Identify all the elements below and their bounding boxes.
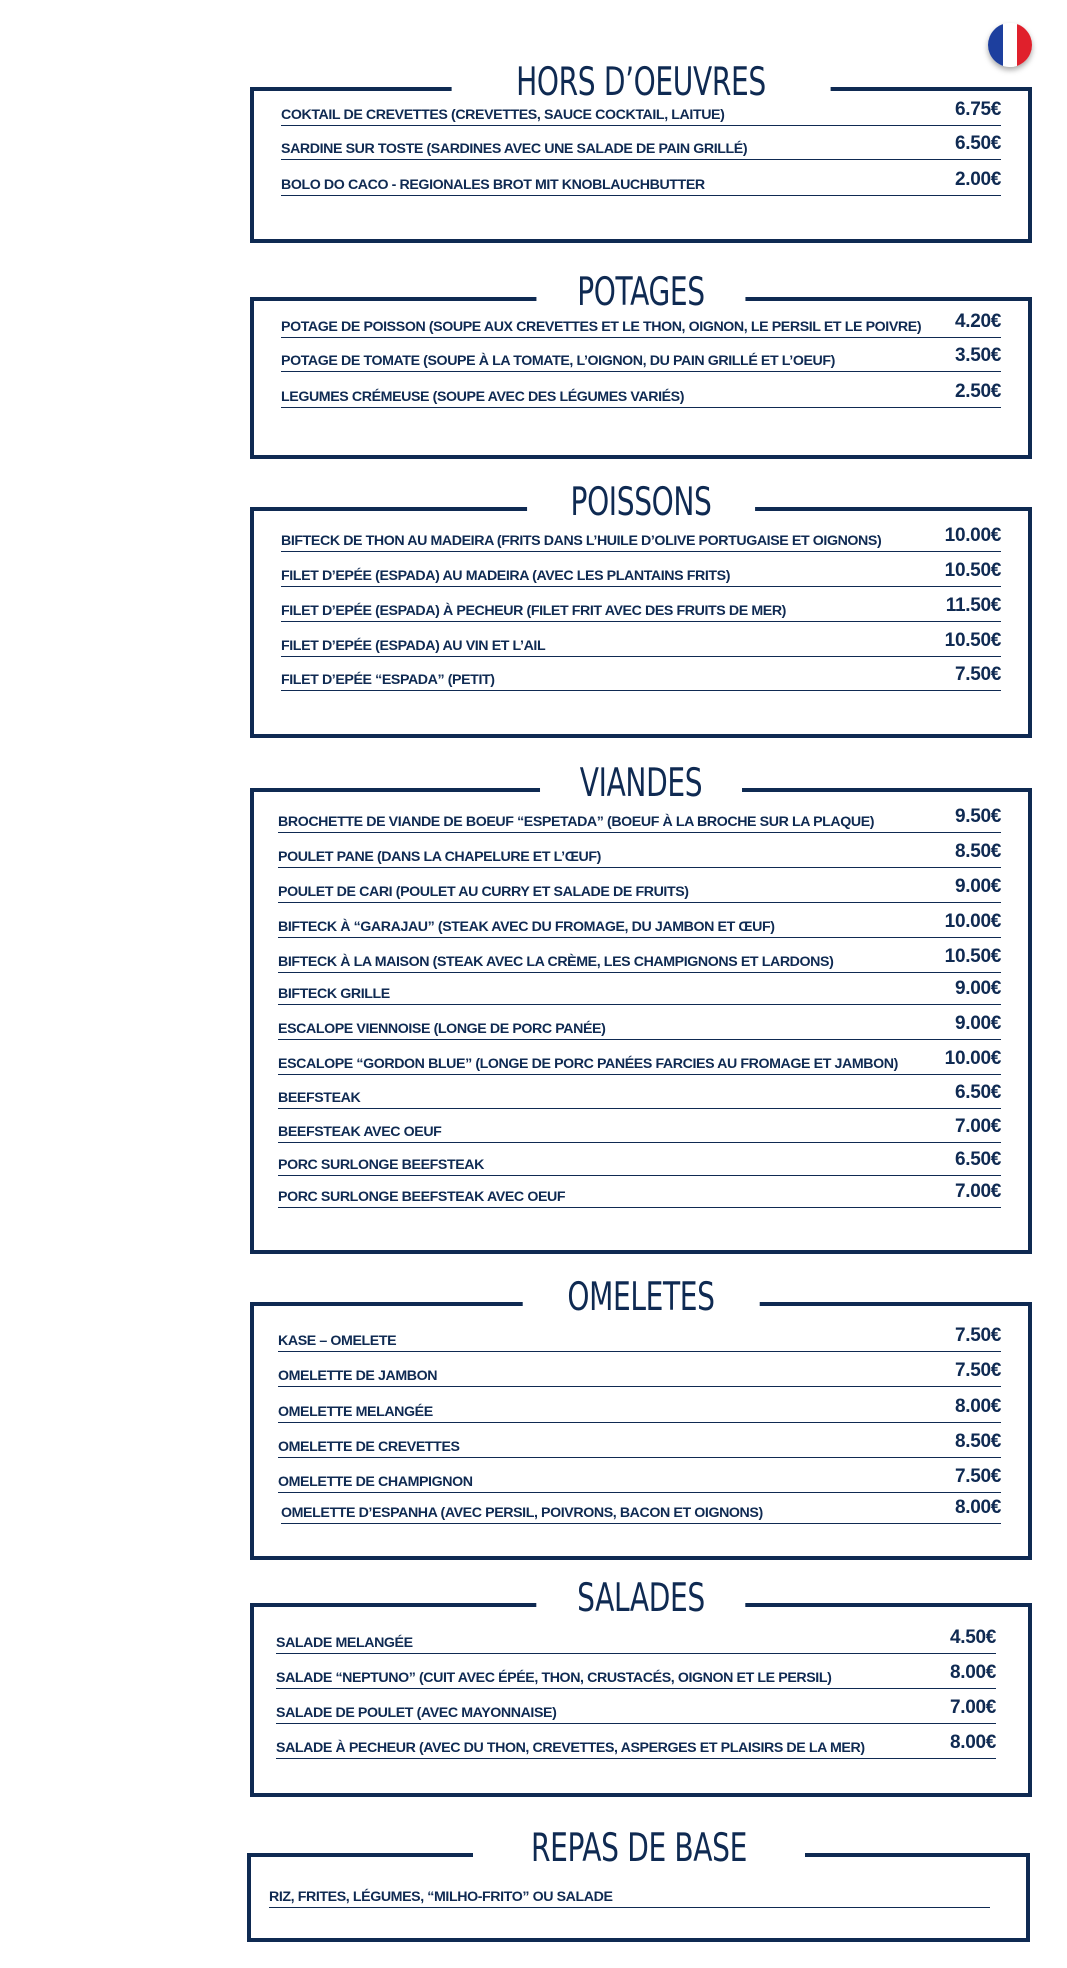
item-name: BIFTECK À LA MAISON (STEAK AVEC LA CRÈME, LES CHAMPIGNONS ET LARDONS) — [278, 954, 834, 970]
item-name: POTAGE DE POISSON (SOUPE AUX CREVETTES ET LE THON, OIGNON, LE PERSIL ET LE POIVRE) — [281, 319, 922, 335]
menu-item — [281, 628, 1001, 657]
menu-item — [278, 1358, 1001, 1387]
flag-stripe-red — [1017, 23, 1032, 67]
item-name: BROCHETTE DE VIANDE DE BOEUF “ESPETADA” (BOEUF À LA BROCHE SUR LA PLAQUE) — [278, 814, 875, 830]
item-name: OMELETTE D’ESPANHA (AVEC PERSIL, POIVRONS, BACON ET OIGNONS) — [281, 1505, 763, 1521]
section-title: VIANDES — [540, 759, 742, 809]
section-potages — [250, 270, 1032, 459]
item-name: POULET DE CARI (POULET AU CURRY ET SALADE DE FRUITS) — [278, 884, 689, 900]
item-name: BEEFSTEAK AVEC OEUF — [278, 1124, 442, 1140]
flag-stripe-blue — [988, 23, 1003, 67]
item-price: 10.00€ — [944, 525, 1001, 546]
menu-item — [281, 593, 1001, 622]
item-price: 8.00€ — [954, 1497, 1001, 1518]
menu-item — [281, 662, 1001, 691]
item-price: 11.50€ — [945, 595, 1001, 616]
menu-item — [281, 523, 1001, 552]
section-viandes — [250, 761, 1032, 1254]
item-price: 7.00€ — [954, 1116, 1001, 1137]
item-name: SALADE À PECHEUR (AVEC DU THON, CREVETTES, ASPERGES ET PLAISIRS DE LA MER) — [276, 1740, 865, 1756]
item-price: 6.75€ — [954, 99, 1001, 120]
menu-item — [278, 1080, 1001, 1109]
menu-item — [281, 1495, 1001, 1524]
section-hors-doeuvres — [250, 60, 1032, 243]
item-name: BEEFSTEAK — [278, 1090, 361, 1106]
section-title: HORS D’OEUVRES — [452, 58, 831, 108]
menu-item — [276, 1625, 996, 1654]
menu-item — [278, 944, 1001, 973]
menu-item — [278, 1394, 1001, 1423]
item-name: BOLO DO CACO - REGIONALES BROT MIT KNOBLAUCHBUTTER — [281, 177, 705, 193]
item-name: OMELETTE DE CHAMPIGNON — [278, 1474, 473, 1490]
section-title: POISSONS — [527, 478, 755, 528]
item-name: POULET PANE (DANS LA CHAPELURE ET L’ŒUF) — [278, 849, 601, 865]
item-price: 7.50€ — [954, 1325, 1001, 1346]
section-title: OMELETES — [523, 1273, 760, 1323]
item-name: FILET D’EPÉE “ESPADA” (PETIT) — [281, 672, 495, 688]
menu-item — [281, 167, 1001, 196]
menu-item — [281, 97, 1001, 126]
item-name: SALADE “NEPTUNO” (CUIT AVEC ÉPÉE, THON, CRUSTACÉS, OIGNON ET LE PERSIL) — [276, 1670, 832, 1686]
item-price: 2.50€ — [954, 381, 1001, 402]
menu-item — [278, 1147, 1001, 1176]
menu-item — [281, 309, 1001, 338]
menu-item — [278, 804, 1001, 833]
item-price: 7.00€ — [954, 1181, 1001, 1202]
menu-item — [281, 379, 1001, 408]
menu-item — [278, 1323, 1001, 1352]
item-price: 10.50€ — [944, 946, 1001, 967]
item-name: BIFTECK GRILLE — [278, 986, 390, 1002]
menu-item — [281, 343, 1001, 372]
item-price: 4.20€ — [954, 311, 1001, 332]
item-price: 8.00€ — [949, 1732, 996, 1753]
item-price: 6.50€ — [954, 1082, 1001, 1103]
item-price: 7.50€ — [954, 1360, 1001, 1381]
item-name: SARDINE SUR TOSTE (SARDINES AVEC UNE SALADE DE PAIN GRILLÉ) — [281, 141, 748, 157]
item-price: 3.50€ — [954, 345, 1001, 366]
item-name: POTAGE DE TOMATE (SOUPE À LA TOMATE, L’OIGNON, DU PAIN GRILLÉ ET L’OEUF) — [281, 353, 835, 369]
menu-item — [278, 976, 1001, 1005]
menu-item — [278, 1114, 1001, 1143]
section-salades — [250, 1576, 1032, 1797]
section-title: POTAGES — [536, 268, 745, 318]
section-repas-de-base — [247, 1826, 1030, 1942]
item-price: 8.50€ — [954, 841, 1001, 862]
item-name: KASE – OMELETE — [278, 1333, 397, 1349]
item-price: 10.50€ — [944, 630, 1001, 651]
menu-item — [278, 1179, 1001, 1208]
item-name: RIZ, FRITES, LÉGUMES, “MILHO-FRITO” OU SALADE — [269, 1889, 613, 1905]
menu-item — [281, 131, 1001, 160]
menu-item — [281, 558, 1001, 587]
item-name: COKTAIL DE CREVETTES (CREVETTES, SAUCE COCKTAIL, LAITUE) — [281, 107, 725, 123]
item-price: 6.50€ — [954, 1149, 1001, 1170]
item-price: 9.00€ — [954, 876, 1001, 897]
item-price: 10.00€ — [944, 1048, 1001, 1069]
item-price: 6.50€ — [954, 133, 1001, 154]
item-name: PORC SURLONGE BEEFSTEAK AVEC OEUF — [278, 1189, 566, 1205]
section-title: REPAS DE BASE — [473, 1824, 805, 1874]
item-name: FILET D’EPÉE (ESPADA) AU VIN ET L’AIL — [281, 638, 546, 654]
flag-stripe-white — [1003, 23, 1018, 67]
item-name: FILET D’EPÉE (ESPADA) À PECHEUR (FILET FRIT AVEC DES FRUITS DE MER) — [281, 603, 786, 619]
section-poissons — [250, 480, 1032, 738]
menu-item — [278, 909, 1001, 938]
menu-item — [278, 1464, 1001, 1493]
item-name: LEGUMES CRÉMEUSE (SOUPE AVEC DES LÉGUMES VARIÉS) — [281, 389, 685, 405]
item-price: 2.00€ — [954, 169, 1001, 190]
item-name: FILET D’EPÉE (ESPADA) AU MADEIRA (AVEC LES PLANTAINS FRITS) — [281, 568, 731, 584]
item-price: 9.00€ — [954, 978, 1001, 999]
item-name: SALADE MELANGÉE — [276, 1635, 413, 1651]
item-price: 9.50€ — [954, 806, 1001, 827]
menu-item — [278, 1429, 1001, 1458]
menu-item — [276, 1660, 996, 1689]
item-price: 8.50€ — [954, 1431, 1001, 1452]
item-name: ESCALOPE “GORDON BLUE” (LONGE DE PORC PANÉES FARCIES AU FROMAGE ET JAMBON) — [278, 1056, 898, 1072]
menu-item — [278, 839, 1001, 868]
item-name: BIFTECK DE THON AU MADEIRA (FRITS DANS L’HUILE D’OLIVE PORTUGAISE ET OIGNONS) — [281, 533, 882, 549]
menu-item — [269, 1879, 990, 1908]
section-omeletes — [250, 1275, 1032, 1560]
item-price: 9.00€ — [954, 1013, 1001, 1034]
menu-item — [276, 1695, 996, 1724]
item-price: 8.00€ — [949, 1662, 996, 1683]
item-price: 7.50€ — [954, 1466, 1001, 1487]
item-name: OMELETTE DE JAMBON — [278, 1368, 438, 1384]
section-title: SALADES — [536, 1574, 745, 1624]
item-price: 10.00€ — [944, 911, 1001, 932]
item-name: BIFTECK À “GARAJAU” (STEAK AVEC DU FROMAGE, DU JAMBON ET ŒUF) — [278, 919, 775, 935]
item-price: 4.50€ — [949, 1627, 996, 1648]
item-name: PORC SURLONGE BEEFSTEAK — [278, 1157, 484, 1173]
french-flag-icon[interactable] — [988, 23, 1032, 67]
menu-item — [276, 1730, 996, 1759]
item-name: SALADE DE POULET (AVEC MAYONNAISE) — [276, 1705, 557, 1721]
item-name: ESCALOPE VIENNOISE (LONGE DE PORC PANÉE) — [278, 1021, 606, 1037]
item-price: 7.00€ — [949, 1697, 996, 1718]
menu-item — [278, 1011, 1001, 1040]
item-price: 7.50€ — [954, 664, 1001, 685]
item-name: OMELETTE DE CREVETTES — [278, 1439, 460, 1455]
item-name: OMELETTE MELANGÉE — [278, 1404, 433, 1420]
item-price: 8.00€ — [954, 1396, 1001, 1417]
menu-item — [278, 874, 1001, 903]
menu-item — [278, 1046, 1001, 1075]
item-price: 10.50€ — [944, 560, 1001, 581]
